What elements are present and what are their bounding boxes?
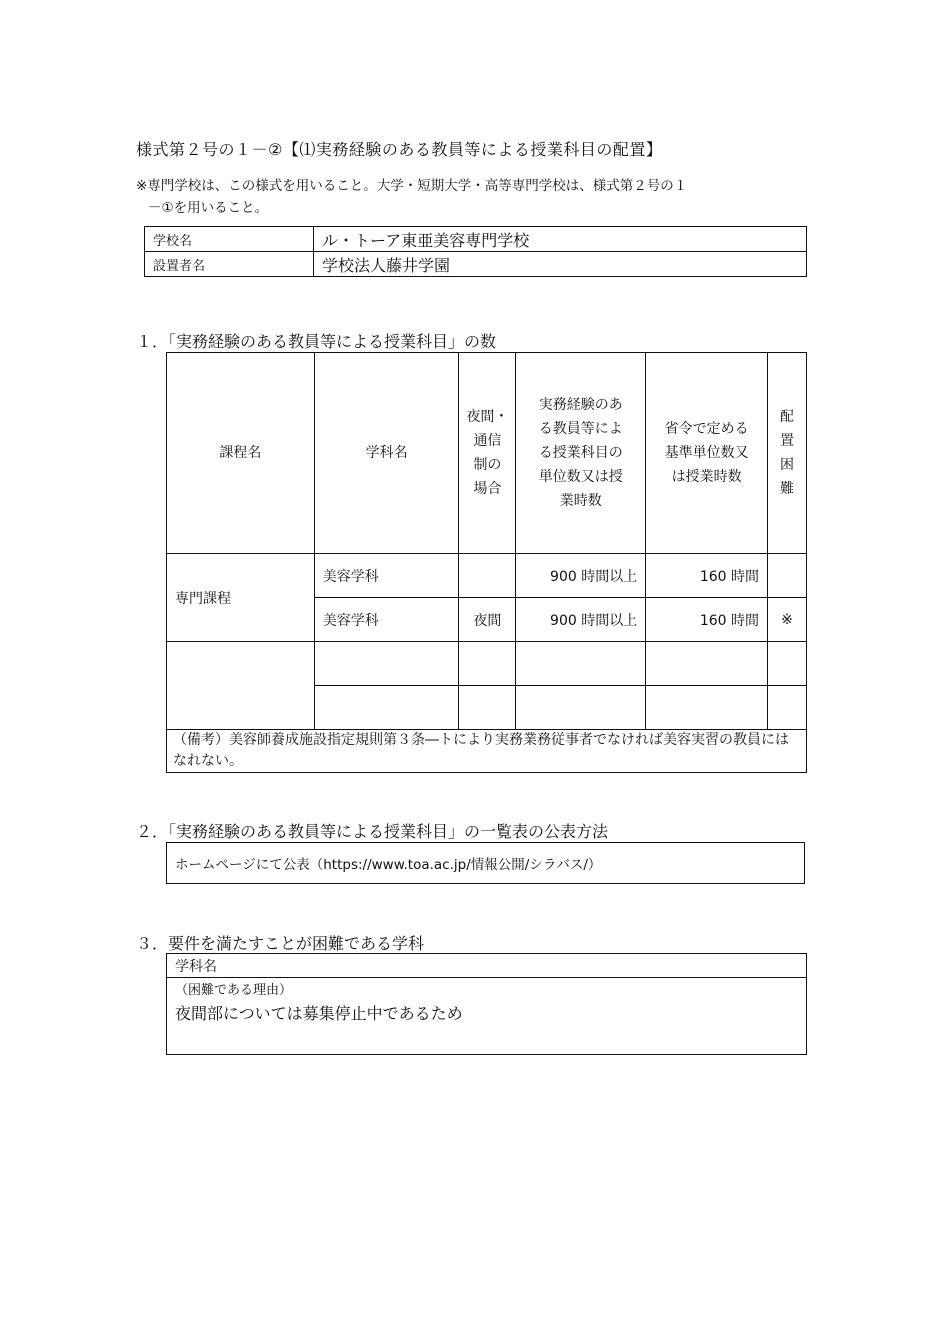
- reason-cell: [167, 978, 807, 1055]
- school-name-value: ル・トーア東亜美容専門学校: [314, 227, 807, 252]
- founder-name-label: 設置者名: [145, 252, 314, 277]
- publication-method-box: [166, 842, 805, 884]
- empty-cell: [768, 686, 807, 730]
- empty-cell: [314, 642, 459, 686]
- header-hours: 実務経験のあ る教員等によ る授業科目の 単位数又は授 業時数: [516, 353, 646, 554]
- row-2-difficult: ※: [768, 598, 807, 642]
- empty-cell: [646, 642, 768, 686]
- note-line-1: ※専門学校は、この様式を用いること。大学・短期大学・高等専門学校は、様式第２号の１: [136, 178, 688, 194]
- row-1-standard: 160 時間: [646, 554, 768, 598]
- row-1-night: [459, 554, 516, 598]
- section-3-heading: ３．要件を満たすことが困難である学科: [136, 934, 425, 953]
- row-2-hours: 900 時間以上: [516, 598, 646, 642]
- empty-cell: [459, 686, 516, 730]
- subject-count-table: [166, 352, 807, 773]
- empty-cell: [314, 686, 459, 730]
- header-standard: 省令で定める 基準単位数又 は授業時数: [646, 353, 768, 554]
- difficult-department-table: [166, 953, 807, 1055]
- section-1-heading: １．「実務経験のある教員等による授業科目」の数: [136, 332, 497, 351]
- course-name-cell: 専門課程: [167, 554, 315, 642]
- department-name-label: 学科名: [167, 954, 807, 978]
- header-course: 課程名: [167, 353, 315, 554]
- form-title: 様式第２号の１－②【⑴実務経験のある教員等による授業科目の配置】: [136, 140, 663, 159]
- empty-cell: [646, 686, 768, 730]
- row-1-hours: 900 時間以上: [516, 554, 646, 598]
- header-department: 学科名: [314, 353, 459, 554]
- row-2-standard: 160 時間: [646, 598, 768, 642]
- row-2-department: 美容学科: [314, 598, 459, 642]
- empty-cell: [516, 642, 646, 686]
- row-1-department: 美容学科: [314, 554, 459, 598]
- form-note: [136, 175, 816, 219]
- school-info-table: [144, 226, 807, 277]
- school-name-label: 学校名: [145, 227, 314, 252]
- empty-course-cell: [167, 642, 315, 730]
- note-line-2: －①を用いること。: [148, 200, 269, 216]
- row-2-night: 夜間: [459, 598, 516, 642]
- empty-cell: [516, 686, 646, 730]
- header-night: 夜間・ 通信 制の 場合: [459, 353, 516, 554]
- reason-label: （困難である理由）: [175, 983, 293, 998]
- remark-cell: （備考）美容師養成施設指定規則第３条―トにより実務業務従事者でなければ美容実習の教員にはなれない。: [167, 730, 807, 773]
- publication-method-text: ホームページにて公表（https://www.toa.ac.jp/情報公開/シラバス/）: [175, 857, 602, 873]
- section-2-heading: ２．「実務経験のある教員等による授業科目」の一覧表の公表方法: [136, 822, 609, 841]
- founder-name-value: 学校法人藤井学園: [314, 252, 807, 277]
- empty-cell: [459, 642, 516, 686]
- empty-cell: [768, 642, 807, 686]
- row-1-difficult: [768, 554, 807, 598]
- reason-text: 夜間部については募集停止中であるため: [175, 1004, 463, 1023]
- header-difficult: 配 置 困 難: [768, 353, 807, 554]
